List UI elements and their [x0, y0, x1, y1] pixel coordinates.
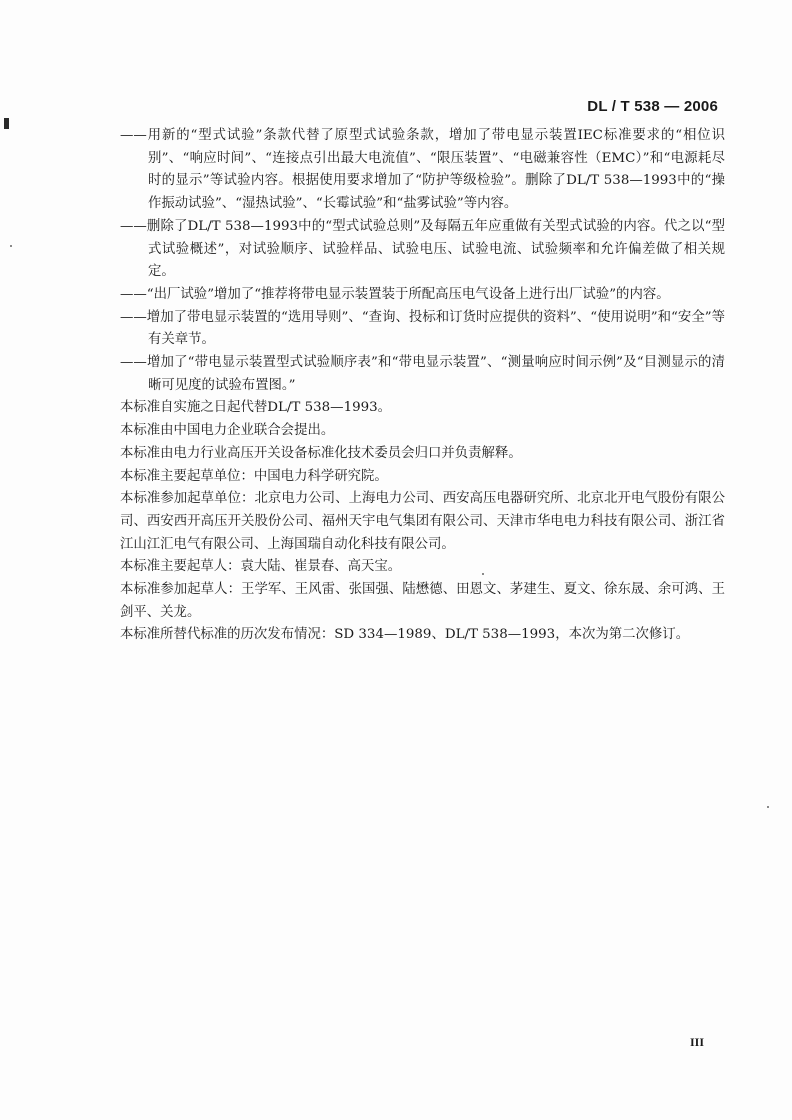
replacement-statement: 本标准自实施之日起代替DL/T 538—1993。	[120, 400, 392, 416]
main-drafting-unit: 本标准主要起草单位：中国电力科学研究院。	[120, 468, 388, 484]
participating-drafters: 本标准参加起草人：王学军、王风雷、张国强、陆懋德、田恩文、茅建生、夏文、徐东晟、余可鸿、王剑平、关龙。	[120, 582, 725, 620]
page-number: III	[689, 1035, 704, 1049]
committee-statement: 本标准由电力行业高压开关设备标准化技术委员会归口并负责解释。	[120, 445, 522, 461]
change-item: ——增加了“带电显示装置型式试验顺序表”和“带电显示装置”、“测量响应时间示例”及“目测显示的清晰可见度的试验布置图。”	[120, 355, 725, 393]
standard-code-header: DL / T 538 — 2006	[587, 98, 718, 115]
change-item: ——“出厂试验”增加了“推荐将带电显示装置装于所配高压电气设备上进行出厂试验”的内容。	[120, 286, 670, 302]
change-item: ——增加了带电显示装置的“选用导则”、“查询、投标和订货时应提供的资料”、“使用说明”和“安全”等有关章节。	[120, 309, 725, 348]
change-item: ——删除了DL/T 538—1993中的“型式试验总则”及每隔五年应重做有关型式试验的内容。代之以“型式试验概述”，对试验顺序、试验样品、试验电压、试验电流、试验频率和允许偏差做了相关规定。	[120, 218, 725, 280]
main-drafters: 本标准主要起草人：袁大陆、崔景春、高天宝。	[120, 559, 402, 575]
main-content	[120, 125, 725, 647]
release-history: 本标准所替代标准的历次发布情况：SD 334—1989、DL/T 538—1993，本次为第二次修订。	[120, 627, 690, 643]
proposer-statement: 本标准由中国电力企业联合会提出。	[120, 423, 335, 439]
scan-margin-mark	[4, 118, 9, 129]
change-item: ——用新的“型式试验”条款代替了原型式试验条款，增加了带电显示装置IEC标准要求的“相位识别”、“响应时间”、“连接点引出最大电流值”、“限压装置”、“电磁兼容性（EMC）”和“电源耗尽时的显示”等试验内容。根据使用要求增加了“防护等级检验”。删除了DL/T 538—1993中的“操作振动试验”、“湿热试验”、“长霉试验”和“盐雾试验”等内容。	[120, 128, 725, 212]
scan-speck	[767, 806, 769, 808]
participating-drafting-units: 本标准参加起草单位：北京电力公司、上海电力公司、西安高压电器研究所、北京北开电气股份有限公司、西安西开高压开关股份公司、福州天宇电气集团有限公司、天津市华电电力科技有限公司、浙江省江山江汇电气有限公司、上海国瑞自动化科技有限公司。	[120, 491, 725, 552]
scan-speck	[10, 245, 12, 247]
